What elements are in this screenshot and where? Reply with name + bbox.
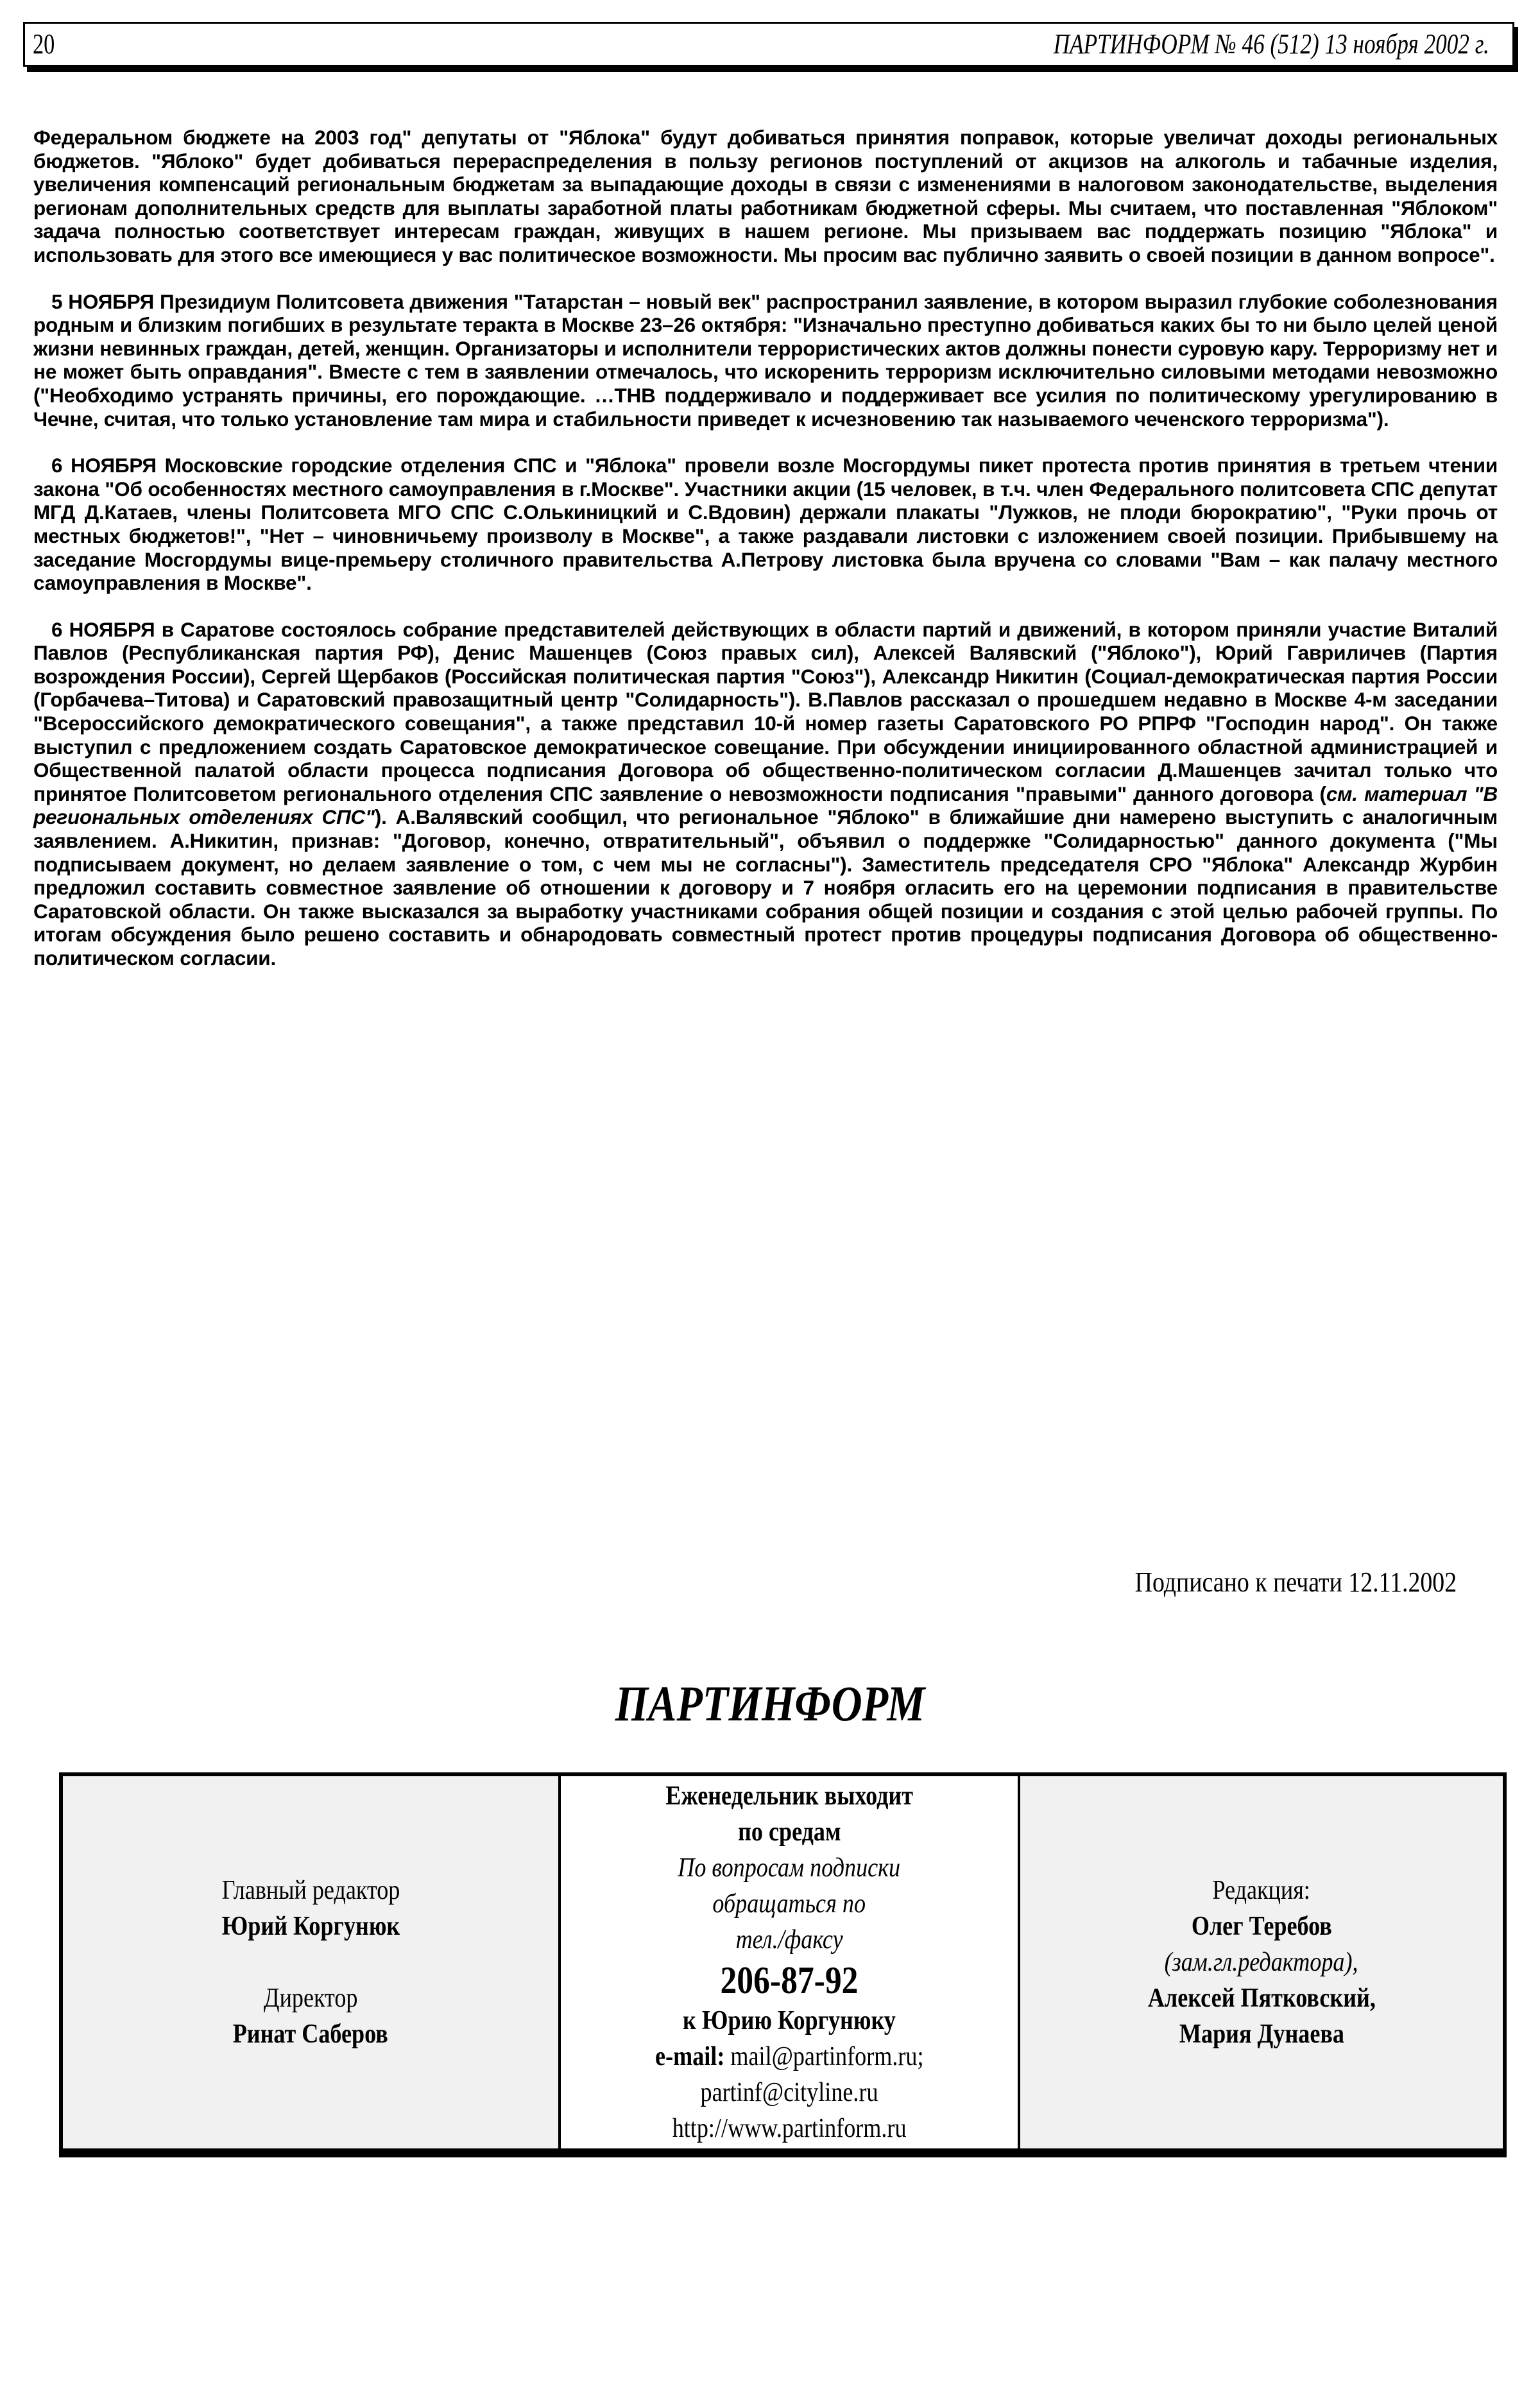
saratov-text-part2: ). А.Валявский сообщил, что региональное "Яблоко" в ближайшие дни намерено выступить с аналогичным заявлением. А.Никитин, признав: "Договор, конечно, отвратительный", объявил о поддержке "Солидарностью" данного документа ("Мы подписываем документ, но делаем заявление о том, с чем мы не согласны"). Заместитель председателя СРО "Яблока" Александр Журбин предложил составить совместное заявление об отношении к договору и 7 ноября огласить его на церемонии подписания в правительстве Саратовской области. Он также высказался за выработку участниками собрания общей позиции и создания с этой целью рабочей группы. По итогам обсуждения было решено составить и обнародовать совместный протест против процедуры подписания Договора об общественно-политическом согласии.	[33, 805, 1498, 970]
imprint-box	[59, 1772, 1507, 2157]
news-item-nov6-saratov	[33, 618, 1498, 970]
imprint-middle-column	[561, 1776, 1020, 2148]
email-primary-link[interactable]: mail@partinform.ru;	[730, 2042, 924, 2071]
website-link[interactable]: http://www.partinform.ru	[672, 2114, 907, 2143]
news-item-nov5-tatarstan: 5 НОЯБРЯ Президиум Политсовета движения "Татарстан – новый век" распространил заявление, в котором выразил глубокие соболезнования родным и близким погибших в результате теракта в Москве 23–26 октября: "Изначально преступно добиваться каких бы то ни было целей ценой жизни невинных граждан, детей, женщин. Организаторы и исполнители террористических актов должны понести суровую кару. Терроризму нет и не может быть оправдания". Вместе с тем в заявлении отмечалось, что искоренить терроризм исключительно силовыми методами невозможно ("Необходимо устранять причины, его порождающие. …ТНВ поддерживало и поддерживает все усилия по политическому урегулированию в Чечне, считая, что только установление там мира и стабильности приведет к исчезновению так называемого чеченского терроризма").	[33, 289, 1498, 431]
masthead-title	[0, 1675, 1540, 1733]
director-role: Директор	[263, 1984, 358, 2013]
email-secondary-link[interactable]: partinf@cityline.ru	[700, 2078, 878, 2107]
editorial-member-1-role: (зам.гл.редактора),	[1165, 1948, 1358, 1977]
phone-number: 206-87-92	[720, 1959, 859, 2001]
weekly-schedule-line2: по средам	[737, 1817, 841, 1847]
subscription-line1: По вопросам подписки	[678, 1853, 901, 1883]
saratov-text-part1: 6 НОЯБРЯ в Саратове состоялось собрание представителей действующих в области партий и движений, в котором приняли участие Виталий Павлов (Республиканская партия РФ), Денис Машенцев (Союз правых сил), Алексей Валявский ("Яблоко"), Юрий Гавриличев (Партия возрождения России), Сергей Щербаков (Российская политическая партия "Союз"), Александр Никитин (Социал-демократическая партия России (Горбачева–Титова) и Саратовский правозащитный центр "Солидарность"). В.Павлов рассказал о прошедшем недавно в Москве 4-м заседании "Всероссийского демократического совещания", а также представил 10-й номер газеты Саратовского РО РПРФ "Господин народ". Он также выступил с предложением создать Саратовское демократическое совещание. При обсуждении инициированного областной администрацией и Общественной палатой области процесса подписания Договора об общественно-политическом согласии Д.Машенцев зачитал только что принятое Политсоветом регионального отделения СПС заявление о невозможности подписания "правыми" данного договора (	[33, 617, 1498, 805]
editorial-member-2: Алексей Пятковский,	[1147, 1984, 1376, 2013]
subscription-line3: тел./факсу	[735, 1925, 843, 1955]
issue-title: ПАРТИНФОРМ № 46 (512) 13 ноября 2002 г.	[1053, 28, 1489, 60]
director-name: Ринат Саберов	[232, 2019, 389, 2049]
email-label: e-mail:	[654, 2042, 725, 2071]
contact-person: к Юрию Коргунюку	[683, 2006, 896, 2035]
saratov-crossref-italic: см. материал "В региональных отделениях СПС"	[33, 782, 1498, 829]
editorial-title: Редакция:	[1212, 1876, 1311, 1905]
weekly-schedule-line1: Еженедельник выходит	[665, 1781, 913, 1811]
imprint-left-column	[63, 1776, 561, 2148]
news-item-nov6-moscow-picket: 6 НОЯБРЯ Московские городские отделения СПС и "Яблока" провели возле Мосгордумы пикет протеста против принятия в третьем чтении закона "Об особенностях местного самоуправления в г.Москве". Участники акции (15 человек, в т.ч. член Федерального политсовета СПС депутат МГД Д.Катаев, члены Политсовета МГО СПС С.Олькиницкий и С.Вдовин) держали плакаты "Лужков, не плоди бюрократию", "Руки прочь от местных бюджетов!", "Нет – чиновничьему произволу в Москве", а также раздавали листовки с изложением своей позиции. Прибывшему на заседание Мосгордумы вице-премьеру столичного правительства А.Петрову листовка была вручена со словами "Вам – как палачу местного самоуправления в Москве".	[33, 454, 1498, 595]
chief-editor-role: Главный редактор	[221, 1876, 400, 1905]
page-number: 20	[33, 28, 55, 60]
article-body	[33, 126, 1498, 993]
editorial-member-3: Мария Дунаева	[1179, 2019, 1344, 2049]
page-header	[23, 22, 1514, 67]
subscription-line2: обращаться по	[712, 1889, 866, 1919]
masthead-text: ПАРТИНФОРМ	[615, 1675, 925, 1731]
email-line	[655, 2039, 923, 2075]
chief-editor-name: Юрий Коргунюк	[221, 1912, 400, 1941]
editorial-member-1: Олег Теребов	[1191, 1912, 1332, 1941]
imprint-right-column	[1020, 1776, 1503, 2148]
signed-to-print: Подписано к печати 12.11.2002	[1134, 1566, 1457, 1598]
article-intro-paragraph: Федеральном бюджете на 2003 год" депутаты от "Яблока" будут добиваться принятия поправок, которые увеличат доходы региональных бюджетов. "Яблоко" будет добиваться перераспределения в пользу регионов поступлений от акцизов на алкоголь и табачные изделия, увеличения компенсаций региональным бюджетам за выпадающие доходы в связи с изменениями в налоговом законодательстве, выделения регионам дополнительных средств для выплаты заработной платы работникам бюджетной сферы. Мы считаем, что поставленная "Яблоком" задача полностью соответствует интересам граждан, живущих в нашем регионе. Мы призываем вас поддержать позицию "Яблока" и использовать для этого все имеющиеся у вас политическое возможности. Мы просим вас публично заявить о своей позиции в данном вопросе".	[33, 126, 1498, 266]
